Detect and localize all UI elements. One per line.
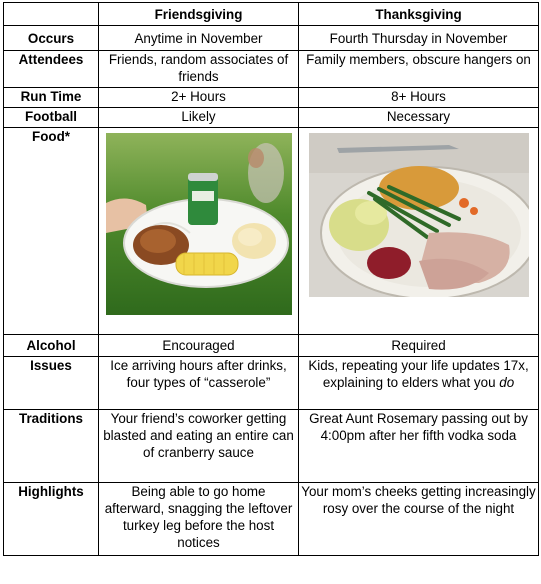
table-row (4, 357, 539, 410)
friendsgiving-cell: Anytime in November (99, 26, 299, 51)
table-row (4, 128, 539, 335)
row-label: Alcohol (4, 335, 99, 357)
row-label: Food* (4, 128, 99, 335)
thanksgiving-cell: Family members, obscure hangers on (299, 51, 539, 88)
table-row (4, 483, 539, 556)
header-blank (4, 3, 99, 26)
row-label: Football (4, 108, 99, 128)
friendsgiving-cell: Being able to go home afterward, snagging the leftover turkey leg before the host notices (99, 483, 299, 556)
table-row (4, 108, 539, 128)
thanksgiving-cell: Required (299, 335, 539, 357)
table-row (4, 88, 539, 108)
row-label: Occurs (4, 26, 99, 51)
friendsgiving-cell: Likely (99, 108, 299, 128)
thanksgiving-cell: Your mom’s cheeks getting increasingly rosy over the course of the night (299, 483, 539, 556)
header-friendsgiving: Friendsgiving (99, 3, 299, 26)
friendsgiving-image-cell (99, 128, 299, 335)
friendsgiving-cell: Your friend’s coworker getting blasted and eating an entire can of cranberry sauce (99, 410, 299, 483)
header-thanksgiving: Thanksgiving (299, 3, 539, 26)
thanksgiving-emphasis: do (499, 375, 515, 390)
friendsgiving-cell: Encouraged (99, 335, 299, 357)
thanksgiving-plate-photo (309, 133, 529, 297)
thanksgiving-cell (299, 357, 539, 410)
row-label: Run Time (4, 88, 99, 108)
table-row (4, 26, 539, 51)
row-label: Traditions (4, 410, 99, 483)
friendsgiving-cell: Ice arriving hours after drinks, four types of “casserole” (99, 357, 299, 410)
header-row (4, 3, 539, 26)
thanksgiving-text: Kids, repeating your life updates 17x, explaining to elders what you (308, 358, 529, 390)
friendsgiving-cell: Friends, random associates of friends (99, 51, 299, 88)
row-label: Issues (4, 357, 99, 410)
row-label: Attendees (4, 51, 99, 88)
table-row (4, 410, 539, 483)
thanksgiving-cell: Fourth Thursday in November (299, 26, 539, 51)
table-row (4, 51, 539, 88)
comparison-table (3, 2, 539, 556)
thanksgiving-cell: 8+ Hours (299, 88, 539, 108)
row-label: Highlights (4, 483, 99, 556)
thanksgiving-cell: Great Aunt Rosemary passing out by 4:00pm after her fifth vodka soda (299, 410, 539, 483)
thanksgiving-image-cell (299, 128, 539, 335)
friendsgiving-plate-photo (106, 133, 292, 315)
friendsgiving-cell: 2+ Hours (99, 88, 299, 108)
table-row (4, 335, 539, 357)
thanksgiving-cell: Necessary (299, 108, 539, 128)
